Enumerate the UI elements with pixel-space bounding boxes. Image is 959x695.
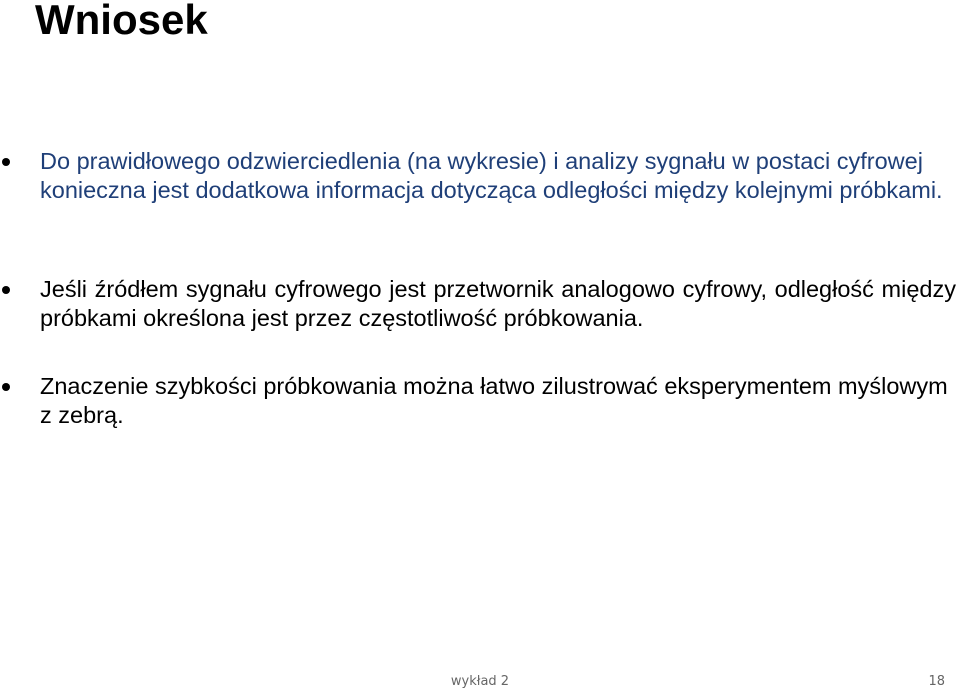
- bullet-dot-icon: [2, 383, 10, 391]
- bullet-text: Znaczenie szybkości próbkowania można łatwo zilustrować eksperymentem myślowym z zebrą.: [40, 373, 948, 428]
- bullet-text: Jeśli źródłem sygnału cyfrowego jest przetwornik analogowo cyfrowy, odległość między próbkami określona jest przez częstotliwość próbkowania.: [40, 276, 956, 331]
- page-number: 18: [928, 674, 945, 689]
- footer-label: wykład 2: [450, 674, 510, 689]
- slide-title: Wniosek: [35, 0, 208, 43]
- bullet-dot-icon: [2, 158, 10, 166]
- bullet-text: Do prawidłowego odzwierciedlenia (na wykresie) i analizy sygnału w postaci cyfrowej konieczna jest dodatkowa informacja dotycząca odległości między kolejnymi próbkami.: [40, 148, 943, 203]
- bullet-dot-icon: [2, 286, 10, 294]
